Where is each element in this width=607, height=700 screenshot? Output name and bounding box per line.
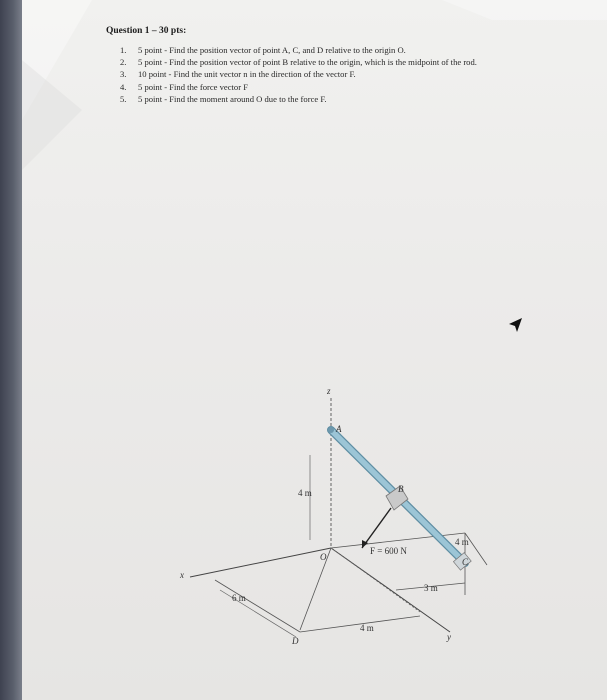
x-axis: [190, 548, 331, 577]
question-text: 10 point - Find the unit vector n in the direction of the vector F.: [138, 69, 356, 80]
question-number: 3.: [120, 69, 127, 80]
dimension-4m-bottom-label: 4 m: [360, 623, 374, 633]
question-text: 5 point - Find the position vector of point B relative to the origin, which is the midpoint of the rod.: [138, 57, 477, 68]
line-x-D: [215, 580, 300, 632]
question-text: 5 point - Find the position vector of point A, C, and D relative to the origin O.: [138, 45, 406, 55]
dimension-3m-label: 3 m: [424, 583, 438, 593]
point-A-marker: [328, 427, 334, 433]
point-B-label: B: [398, 484, 404, 494]
height-dimension-label: 4 m: [298, 488, 312, 498]
x-axis-label: x: [180, 570, 184, 580]
point-A-label: A: [336, 424, 342, 434]
y-axis-label: y: [447, 632, 451, 642]
dimension-6m-label: 6 m: [232, 593, 246, 603]
dimension-4m-right-label: 4 m: [455, 537, 469, 547]
point-C-label: C: [462, 557, 469, 567]
force-label: F = 600 N: [370, 546, 407, 556]
question-text: 5 point - Find the force vector F: [138, 81, 249, 92]
question-number: 4.: [120, 81, 127, 92]
question-title: Question 1 – 30 pts:: [106, 26, 187, 36]
origin-O-label: O: [320, 552, 327, 562]
question-text: 5 point - Find the moment around O due to the force F.: [138, 93, 327, 104]
question-number: 2.: [120, 57, 127, 68]
z-axis-label: z: [327, 386, 331, 396]
question-number: 5.: [120, 93, 127, 104]
question-number: 1.: [120, 45, 127, 55]
point-D-label: D: [292, 636, 299, 646]
